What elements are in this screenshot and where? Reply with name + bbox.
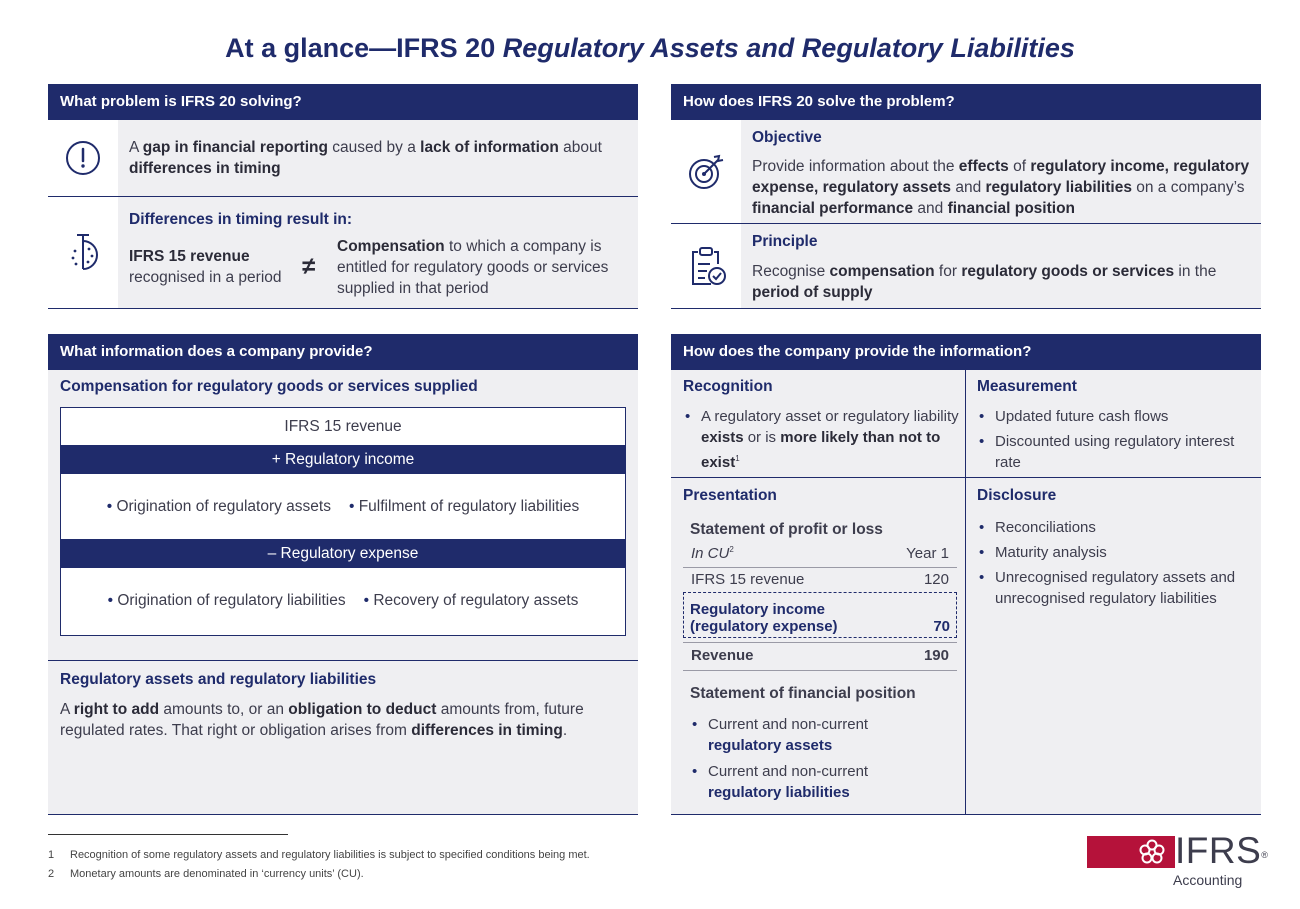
horizontal-divider [671, 477, 1261, 478]
ifrs-logo [1087, 830, 1269, 891]
pl-row-revenue15: IFRS 15 revenue 120 [683, 567, 957, 592]
logo-flower-icon [1137, 838, 1167, 866]
fp-item: • Current and non-current regulatory assets [690, 714, 950, 756]
disclosure-item: • Unrecognised regulatory assets and unrecognised regulatory liabilities [977, 567, 1257, 609]
info-header: What information does a company provide? [48, 334, 638, 370]
vertical-divider [965, 370, 966, 815]
principle-text: Recognise compensation for regulatory goods or services in the period of supply [752, 263, 1217, 301]
logo-sub: Accounting [1173, 872, 1243, 888]
income-item: • Origination of regulatory assets [107, 474, 331, 539]
currency-label: In $CU^2$ [691, 545, 734, 562]
recognition-list [683, 406, 959, 477]
principle-heading: Principle [752, 233, 818, 250]
pl-table [683, 542, 957, 671]
measurement-item: • Updated future cash flows [977, 406, 1253, 427]
problem-panel [48, 84, 638, 309]
pl-heading: Statement of profit or loss [690, 521, 883, 538]
clipboard-check-icon [671, 224, 741, 308]
solve-panel [671, 84, 1261, 309]
compensation-box [60, 407, 626, 636]
expense-item: • Recovery of regulatory assets [364, 568, 579, 634]
objective-heading: Objective [752, 129, 822, 146]
recognition-heading: Recognition [683, 378, 773, 395]
timing-heading: Differences in timing result in: [129, 211, 353, 228]
timing-row [48, 197, 638, 309]
income-item: • Fulfilment of regulatory liabilities [349, 474, 579, 539]
pl-column-row [683, 542, 957, 567]
expense-item: • Origination of regulatory liabilities [108, 568, 346, 634]
fp-heading: Statement of financial position [690, 685, 916, 702]
info-panel [48, 334, 638, 815]
provide-header: How does the company provide the information? [671, 334, 1261, 370]
gap-row [48, 120, 638, 197]
timing-left: IFRS 15 revenue recognised in a period [129, 248, 282, 286]
footnote-rule [48, 834, 288, 835]
page-title: At a glance—IFRS 20 Regulatory Assets and Regulatory Liabilities [225, 33, 1075, 63]
info-subheading: Compensation for regulatory goods or services supplied [60, 378, 478, 395]
not-equal-sign: ≠ [302, 253, 316, 280]
footnote-2: 2 Monetary amounts are denominated in ‘currency units’ (CU). [48, 868, 364, 880]
income-items [61, 474, 625, 539]
objective-row [671, 120, 1261, 224]
exclamation-circle-icon [48, 120, 118, 196]
ral-text: A right to add amounts to, or an obligation to deduct amounts from, future regulated rates. That right or obligation arises from differences in timing. [60, 701, 584, 739]
disclosure-item: • Maturity analysis [977, 542, 1257, 563]
recognition-item: • A regulatory asset or regulatory liability exists or is more likely than not to exist$^1$ [683, 406, 959, 473]
pl-row-revenue: Revenue 190 [683, 642, 957, 671]
regulatory-expense-bar: – Regulatory expense [61, 539, 625, 568]
solve-header: How does IFRS 20 solve the problem? [671, 84, 1261, 120]
ral-heading: Regulatory assets and regulatory liabilities [60, 671, 377, 688]
year-label: Year 1 [906, 545, 949, 562]
disclosure-heading: Disclosure [977, 487, 1057, 504]
logo-word: IFRS® [1175, 830, 1269, 871]
regulatory-income-bar: + Regulatory income [61, 445, 625, 474]
ral-divider [48, 660, 638, 661]
fp-item: • Current and non-current regulatory liabilities [690, 761, 950, 803]
disclosure-list [977, 517, 1257, 613]
revenue-row: IFRS 15 revenue [284, 418, 402, 435]
presentation-heading: Presentation [683, 487, 777, 504]
disclosure-item: • Reconciliations [977, 517, 1257, 538]
measurement-item: • Discounted using regulatory interest rate [977, 431, 1253, 473]
gap-text: A gap in financial reporting caused by a lack of information about differences in timing [129, 139, 602, 177]
provide-panel [671, 334, 1261, 815]
timing-right: Compensation to which a company is entitled for regulatory goods or services supplied in that period [337, 238, 609, 297]
principle-row [671, 224, 1261, 309]
timing-icon [48, 197, 118, 308]
target-icon [671, 120, 741, 223]
footnote-1: 1 Recognition of some regulatory assets and regulatory liabilities is subject to specified conditions being met. [48, 849, 590, 861]
problem-header: What problem is IFRS 20 solving? [48, 84, 638, 120]
expense-items [61, 568, 625, 634]
measurement-heading: Measurement [977, 378, 1077, 395]
fp-list [690, 714, 950, 807]
measurement-list [977, 406, 1253, 477]
objective-text: Provide information about the effects of regulatory income, regulatory expense, regulatory assets and regulatory liabilities on a company’s financial performance and financial position [752, 158, 1250, 217]
pl-row-regulatory: Regulatory income (regulatory expense) 70 [683, 592, 957, 638]
